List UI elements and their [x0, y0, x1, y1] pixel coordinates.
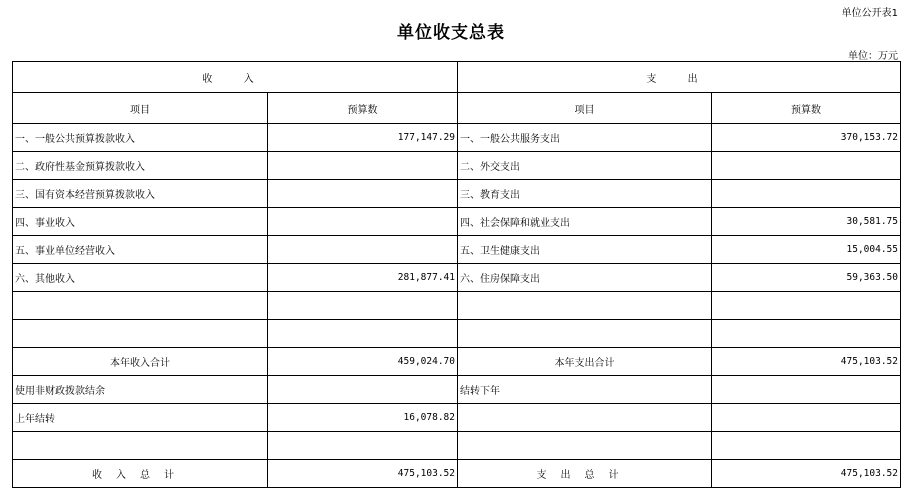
expenditure-value [712, 320, 901, 348]
expenditure-value [712, 404, 901, 432]
income-value [268, 292, 458, 320]
income-budget-header: 预算数 [268, 93, 458, 124]
expenditure-value [712, 152, 901, 180]
income-item: 三、国有资本经营预算拨款收入 [13, 180, 268, 208]
expenditure-value: 30,581.75 [712, 208, 901, 236]
unit-label: 单位：万元 [848, 51, 898, 62]
income-item [13, 432, 268, 460]
annual-income-total-label: 本年收入合计 [13, 348, 268, 376]
income-section-header: 收 入 [13, 62, 458, 93]
expenditure-section-header: 支 出 [458, 62, 901, 93]
expenditure-value [712, 292, 901, 320]
income-value [268, 376, 458, 404]
annual-expenditure-total-value: 475,103.52 [712, 348, 901, 376]
income-item: 上年结转 [13, 404, 268, 432]
income-value [268, 180, 458, 208]
table-row [13, 292, 901, 320]
income-value [268, 152, 458, 180]
expenditure-grand-total-value: 475,103.52 [712, 460, 901, 488]
expenditure-item: 四、社会保障和就业支出 [458, 208, 712, 236]
table-row [13, 236, 901, 264]
expenditure-value [712, 376, 901, 404]
grand-total-row [13, 460, 901, 488]
expenditure-value [712, 180, 901, 208]
expenditure-item: 五、卫生健康支出 [458, 236, 712, 264]
annual-total-row [13, 348, 901, 376]
table-row [13, 208, 901, 236]
expenditure-budget-header: 预算数 [712, 93, 901, 124]
expenditure-item: 一、一般公共服务支出 [458, 124, 712, 152]
income-expenditure-table [12, 61, 901, 488]
table-row [13, 432, 901, 460]
income-item: 一、一般公共预算拨款收入 [13, 124, 268, 152]
income-item: 四、事业收入 [13, 208, 268, 236]
income-item-header: 项目 [13, 93, 268, 124]
form-code: 单位公开表1 [841, 8, 898, 19]
expenditure-value: 59,363.50 [712, 264, 901, 292]
expenditure-grand-total-label: 支出总计 [458, 460, 712, 488]
table-row [13, 264, 901, 292]
section-header-row [13, 62, 901, 93]
income-value [268, 432, 458, 460]
income-value: 281,877.41 [268, 264, 458, 292]
income-item: 使用非财政拨款结余 [13, 376, 268, 404]
income-value [268, 208, 458, 236]
expenditure-item [458, 404, 712, 432]
income-value: 16,078.82 [268, 404, 458, 432]
expenditure-item: 二、外交支出 [458, 152, 712, 180]
income-item [13, 320, 268, 348]
column-header-row [13, 93, 901, 124]
expenditure-item: 三、教育支出 [458, 180, 712, 208]
income-item: 五、事业单位经营收入 [13, 236, 268, 264]
expenditure-item [458, 320, 712, 348]
income-value [268, 320, 458, 348]
income-item [13, 292, 268, 320]
table-row [13, 180, 901, 208]
table-row [13, 376, 901, 404]
income-value [268, 236, 458, 264]
expenditure-item: 结转下年 [458, 376, 712, 404]
income-grand-total-label: 收入总计 [13, 460, 268, 488]
income-grand-total-value: 475,103.52 [268, 460, 458, 488]
expenditure-value [712, 432, 901, 460]
expenditure-item [458, 292, 712, 320]
expenditure-item: 六、住房保障支出 [458, 264, 712, 292]
expenditure-value: 370,153.72 [712, 124, 901, 152]
income-item: 二、政府性基金预算拨款收入 [13, 152, 268, 180]
expenditure-value: 15,004.55 [712, 236, 901, 264]
expenditure-item [458, 432, 712, 460]
income-value: 177,147.29 [268, 124, 458, 152]
income-item: 六、其他收入 [13, 264, 268, 292]
page-title: 单位收支总表 [397, 23, 505, 43]
annual-expenditure-total-label: 本年支出合计 [458, 348, 712, 376]
table-row [13, 320, 901, 348]
table-row [13, 124, 901, 152]
table-row [13, 404, 901, 432]
annual-income-total-value: 459,024.70 [268, 348, 458, 376]
expenditure-item-header: 项目 [458, 93, 712, 124]
table-row [13, 152, 901, 180]
